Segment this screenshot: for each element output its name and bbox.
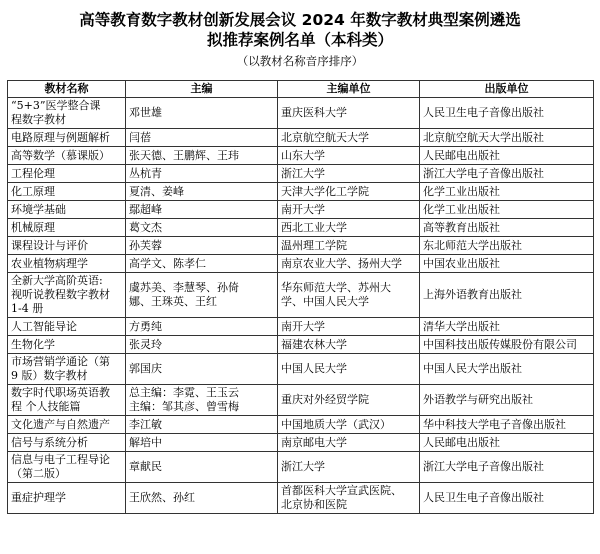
table-row: [8, 483, 594, 514]
cell-editor-text: 王欣然、孙红: [129, 491, 195, 504]
cell-publisher: [420, 98, 594, 129]
cell-editor: [126, 416, 278, 434]
cell-textbook-name-text: 电路原理与例题解析: [11, 130, 110, 144]
cell-textbook-name: [8, 336, 126, 354]
cell-editor: [126, 147, 278, 165]
cell-publisher-text: 华中科技大学电子音像出版社: [423, 417, 566, 431]
cell-editor-unit-text: 温州理工学院: [281, 238, 347, 252]
cell-editor-unit: [278, 201, 420, 219]
cell-editor-text: 高学文、陈孝仁: [129, 256, 206, 270]
header-editor-unit: 主编单位: [278, 81, 420, 98]
cell-publisher-text: 中国科技出版传媒股份有限公司: [423, 337, 577, 351]
cell-textbook-name: [8, 318, 126, 336]
sort-note: （以教材名称音序排序）: [236, 54, 364, 68]
cell-editor-unit: [278, 255, 420, 273]
cell-editor-text: 夏清、姜峰: [129, 184, 184, 198]
cell-editor-unit: [278, 98, 420, 129]
cell-editor-text: 丛杭青: [129, 166, 162, 180]
cell-publisher: [420, 385, 594, 416]
table-body: [8, 98, 594, 514]
cell-publisher: [420, 416, 594, 434]
cell-publisher-text: 清华大学出版社: [423, 319, 500, 333]
table-row: [8, 452, 594, 483]
cell-publisher: [420, 434, 594, 452]
cell-textbook-name: [8, 385, 126, 416]
cell-publisher-text: 人民卫生电子音像出版社: [423, 106, 544, 119]
cell-publisher-text: 东北师范大学出版社: [423, 238, 522, 252]
cell-editor-unit: [278, 416, 420, 434]
cell-textbook-name: [8, 237, 126, 255]
cell-editor-unit-text: 浙江大学: [281, 460, 325, 473]
cell-textbook-name-text: “5+3”医学整合课 程数字教材: [11, 99, 101, 126]
cell-editor-unit: [278, 336, 420, 354]
cell-editor-unit: [278, 273, 420, 318]
cell-publisher: [420, 237, 594, 255]
cell-editor: [126, 183, 278, 201]
cell-editor-unit: [278, 237, 420, 255]
cell-publisher-text: 浙江大学电子音像出版社: [423, 460, 544, 473]
cell-editor-unit-text: 中国地质大学（武汉）: [281, 417, 391, 431]
cell-editor-unit-text: 福建农林大学: [281, 337, 347, 351]
cell-textbook-name-text: 化工原理: [11, 184, 55, 198]
cell-editor-text: 郭国庆: [129, 362, 162, 375]
cell-publisher-text: 高等教育出版社: [423, 220, 500, 234]
cell-editor-unit: [278, 452, 420, 483]
cell-editor-unit-text: 重庆医科大学: [281, 106, 347, 119]
cell-editor: [126, 452, 278, 483]
table-row: [8, 219, 594, 237]
cell-editor: [126, 434, 278, 452]
table-row: [8, 354, 594, 385]
cell-publisher-text: 北京航空航天大学出版社: [423, 130, 544, 144]
cell-publisher-text: 外语教学与研究出版社: [423, 393, 533, 406]
cell-publisher-text: 人民邮电出版社: [423, 148, 500, 162]
cell-textbook-name-text: 机械原理: [11, 220, 55, 234]
table-row: [8, 255, 594, 273]
cell-editor: [126, 354, 278, 385]
header-editor: 主编: [126, 81, 278, 98]
cell-editor-text: 闫蓓: [129, 130, 151, 144]
cell-textbook-name: [8, 165, 126, 183]
cell-publisher: [420, 483, 594, 514]
cell-editor-text: 孙芙蓉: [129, 238, 162, 252]
cell-publisher-text: 中国农业出版社: [423, 256, 500, 270]
cell-editor-unit: [278, 434, 420, 452]
cell-editor: [126, 201, 278, 219]
header-textbook-name: 教材名称: [8, 81, 126, 98]
cell-textbook-name: [8, 201, 126, 219]
cell-textbook-name: [8, 273, 126, 318]
cell-editor-unit-text: 中国人民大学: [281, 362, 347, 375]
cell-editor-unit-text: 浙江大学: [281, 166, 325, 180]
cell-textbook-name: [8, 129, 126, 147]
cell-editor-unit: [278, 147, 420, 165]
cell-textbook-name-text: 环境学基础: [11, 202, 66, 216]
cell-publisher-text: 化学工业出版社: [423, 202, 500, 216]
cell-textbook-name-text: 信号与系统分析: [11, 435, 88, 449]
cell-editor-unit: [278, 318, 420, 336]
cell-publisher: [420, 219, 594, 237]
cell-editor-unit: [278, 219, 420, 237]
cell-publisher: [420, 318, 594, 336]
cell-textbook-name: [8, 452, 126, 483]
table-header-row: [8, 81, 594, 98]
cell-textbook-name-text: 数字时代职场英语教 程 个人技能篇: [11, 386, 110, 413]
cell-textbook-name: [8, 416, 126, 434]
cell-editor-text: 葛文杰: [129, 220, 162, 234]
cell-textbook-name: [8, 483, 126, 514]
table-row: [8, 183, 594, 201]
cell-editor-unit-text: 南京农业大学、扬州大学: [281, 256, 402, 270]
table-row: [8, 237, 594, 255]
cell-editor-unit-text: 南开大学: [281, 202, 325, 216]
table-row: [8, 385, 594, 416]
cell-editor-unit: [278, 165, 420, 183]
cell-publisher-text: 上海外语教育出版社: [423, 288, 522, 301]
cell-textbook-name-text: 高等数学（慕课版）: [11, 148, 110, 162]
cell-editor-text: 张灵玲: [129, 337, 162, 351]
cell-textbook-name-text: 全新大学高阶英语: 视听说教程数字教材 1-4 册: [11, 274, 110, 315]
cell-editor-text: 解培中: [129, 435, 162, 449]
cell-editor-unit: [278, 183, 420, 201]
cell-editor-text: 李江敏: [129, 417, 162, 431]
cell-textbook-name: [8, 147, 126, 165]
table-row: [8, 273, 594, 318]
cell-editor-unit: [278, 385, 420, 416]
cell-publisher: [420, 165, 594, 183]
cell-textbook-name: [8, 255, 126, 273]
cell-publisher-text: 化学工业出版社: [423, 184, 500, 198]
cell-editor-unit-text: 首都医科大学宣武医院、 北京协和医院: [281, 484, 402, 511]
cell-editor: [126, 318, 278, 336]
table-row: [8, 416, 594, 434]
cell-editor-text: 章献民: [129, 460, 162, 473]
cell-editor-unit-text: 华东师范大学、苏州大 学、中国人民大学: [281, 281, 391, 308]
table-row: [8, 129, 594, 147]
table-row: [8, 336, 594, 354]
cell-editor-unit-text: 天津大学化工学院: [281, 184, 369, 198]
cell-textbook-name-text: 课程设计与评价: [11, 238, 88, 252]
cell-editor: [126, 483, 278, 514]
cell-editor: [126, 219, 278, 237]
header-publisher: 出版单位: [420, 81, 594, 98]
cell-textbook-name: [8, 354, 126, 385]
cell-editor-unit: [278, 129, 420, 147]
cell-editor-unit-text: 山东大学: [281, 148, 325, 162]
cell-textbook-name-text: 文化遗产与自然遗产: [11, 417, 110, 431]
cell-editor: [126, 129, 278, 147]
table-row: [8, 318, 594, 336]
cell-editor: [126, 255, 278, 273]
cell-publisher-text: 人民卫生电子音像出版社: [423, 491, 544, 504]
cell-publisher: [420, 129, 594, 147]
cell-editor: [126, 336, 278, 354]
cell-editor: [126, 237, 278, 255]
cell-publisher-text: 人民邮电出版社: [423, 435, 500, 449]
cell-textbook-name-text: 人工智能导论: [11, 319, 77, 333]
cell-editor-unit-text: 南开大学: [281, 319, 325, 333]
cell-textbook-name: [8, 434, 126, 452]
cell-publisher: [420, 183, 594, 201]
cell-editor-unit: [278, 483, 420, 514]
cell-editor-unit-text: 南京邮电大学: [281, 435, 347, 449]
cell-textbook-name-text: 生物化学: [11, 337, 55, 351]
cell-editor-text: 方勇纯: [129, 319, 162, 333]
cell-editor: [126, 385, 278, 416]
cell-editor-text: 邓世雄: [129, 106, 162, 119]
cell-publisher: [420, 147, 594, 165]
cell-textbook-name-text: 工程伦理: [11, 166, 55, 180]
cell-publisher-text: 浙江大学电子音像出版社: [423, 166, 544, 180]
cell-editor: [126, 165, 278, 183]
cell-publisher: [420, 452, 594, 483]
cell-publisher: [420, 273, 594, 318]
table-row: [8, 201, 594, 219]
cell-publisher: [420, 336, 594, 354]
cell-textbook-name-text: 市场营销学通论（第 9 版）数字教材: [11, 355, 110, 382]
cell-textbook-name-text: 农业植物病理学: [11, 256, 88, 270]
document-title-line2: 拟推荐案例名单（本科类）: [206, 31, 393, 49]
case-list-table: [7, 80, 594, 514]
cell-editor-unit-text: 重庆对外经贸学院: [281, 393, 369, 406]
cell-editor-unit-text: 北京航空航天大学: [281, 130, 369, 144]
cell-publisher: [420, 354, 594, 385]
table-row: [8, 147, 594, 165]
table-row: [8, 98, 594, 129]
cell-publisher: [420, 201, 594, 219]
cell-publisher: [420, 255, 594, 273]
document-title-line1: 高等教育数字教材创新发展会议 2024 年数字教材典型案例遴选: [79, 11, 521, 29]
cell-textbook-name: [8, 219, 126, 237]
cell-editor: [126, 98, 278, 129]
cell-editor-text: 虞苏美、李慧琴、孙倚 娜、王珠英、王红: [129, 281, 239, 308]
table-row: [8, 165, 594, 183]
cell-textbook-name-text: 信息与电子工程导论 （第二版）: [11, 453, 110, 480]
cell-editor-text: 张天德、王鹏辉、王玮: [129, 148, 239, 162]
table-row: [8, 434, 594, 452]
cell-editor-text: 鄢超峰: [129, 202, 162, 216]
cell-textbook-name-text: 重症护理学: [11, 491, 66, 504]
cell-editor: [126, 273, 278, 318]
cell-editor-unit: [278, 354, 420, 385]
cell-editor-text: 总主编：李霓、王玉云 主编：邹其彦、曾雪梅: [129, 386, 239, 413]
cell-textbook-name: [8, 98, 126, 129]
cell-textbook-name: [8, 183, 126, 201]
cell-publisher-text: 中国人民大学出版社: [423, 362, 522, 375]
cell-editor-unit-text: 西北工业大学: [281, 220, 347, 234]
